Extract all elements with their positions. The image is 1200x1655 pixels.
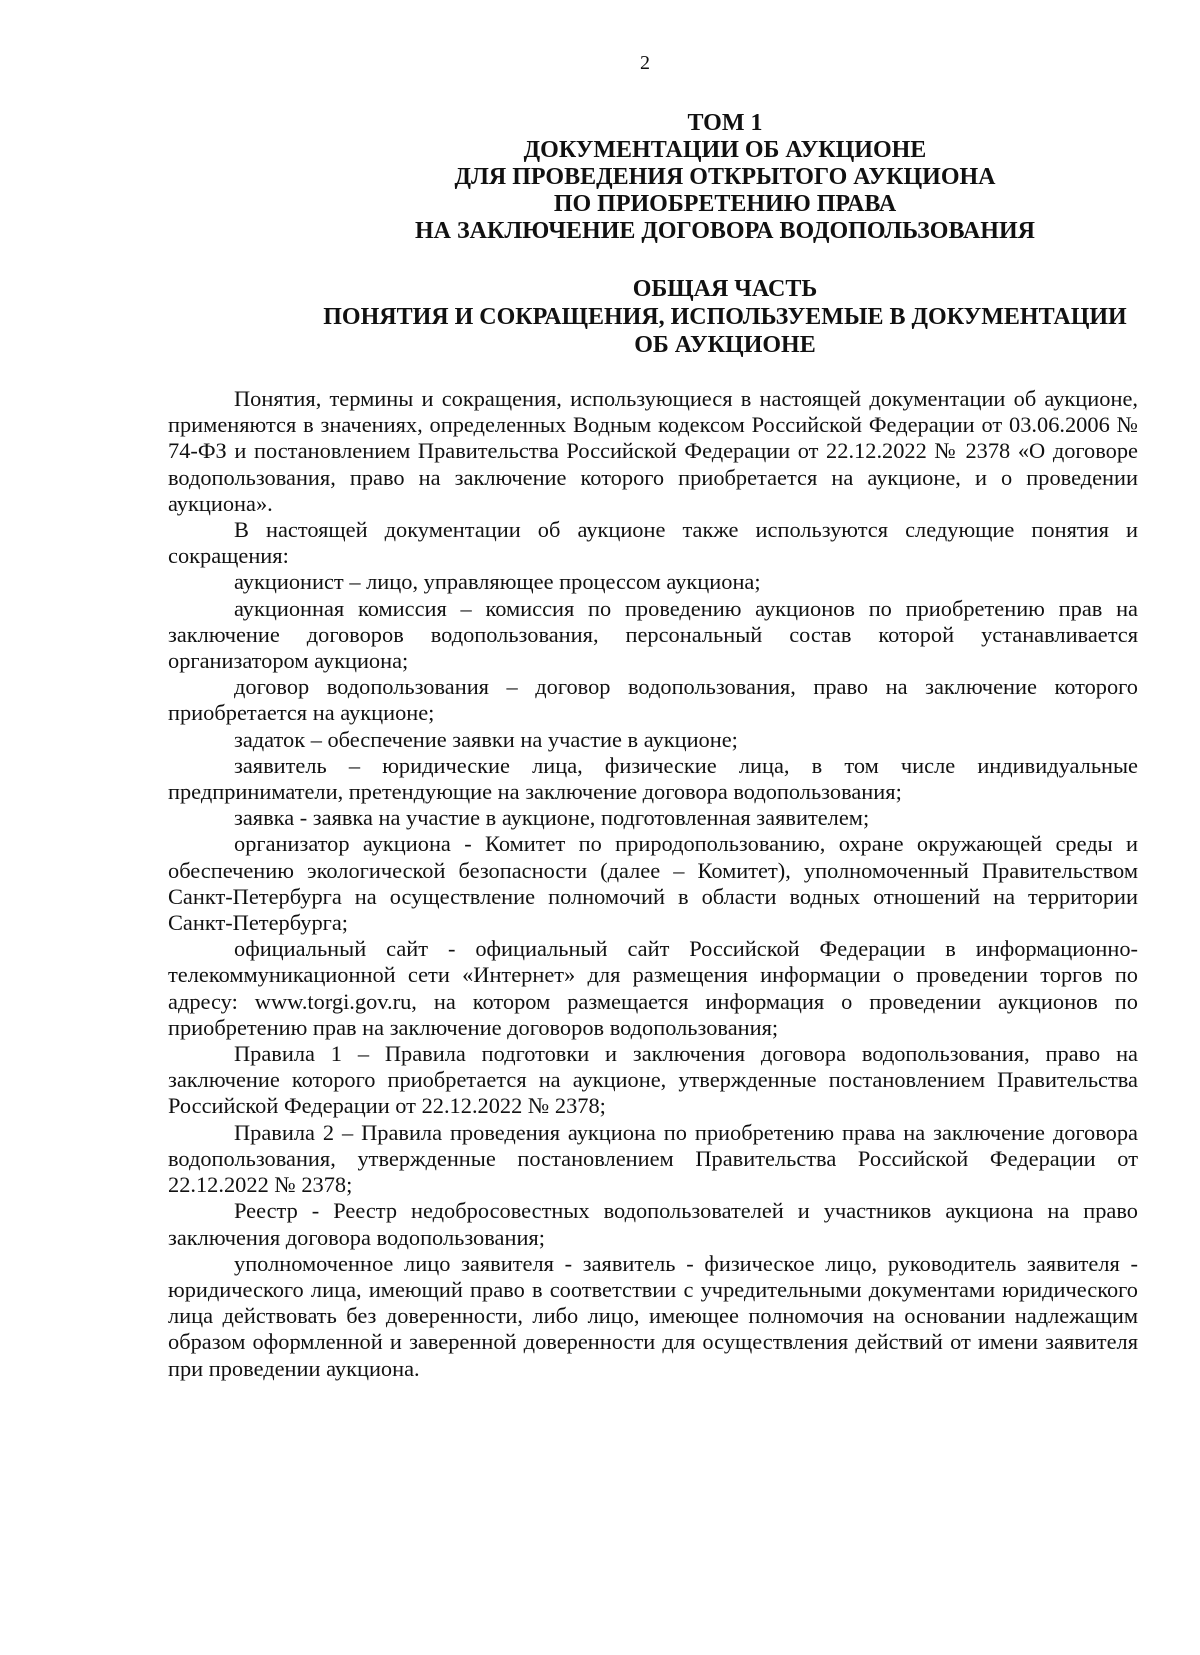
definition-rules-1: Правила 1 – Правила подготовки и заключения договора водопользования, право на заключение которого приобретается на аукционе, утвержденные постановлением Правительства Российской Федерации от 22.12.2022 № 2378; [168,1041,1138,1119]
section-line: ОБ АУКЦИОНЕ [634,332,816,358]
definition-auctioneer: аукционист – лицо, управляющее процессом аукциона; [234,569,761,595]
definition-authorized-person: уполномоченное лицо заявителя - заявитель - физическое лицо, руководитель заявителя - юридического лица, имеющий право в соответствии с учредительными документами юридического лица действовать без доверенности, либо лицо, имеющее полномочия на основании надлежащим образом оформленной и заверенной доверенности для осуществления действий от имени заявителя при проведении аукциона. [168,1250,1138,1381]
paragraph-intro: Понятия, термины и сокращения, использующиеся в настоящей документации об аукционе, применяются в значениях, определенных Водным кодексом Российской Федерации от 03.06.2006 № 74-ФЗ и постановлением Правительства Российской Федерации от 22.12.2022 № 2378 «О договоре водопользования, право на заключение которого приобретается на аукционе, и о проведении аукциона». [168,386,1138,516]
document-title [160,110,1200,245]
definition-auction-organizer: организатор аукциона - Комитет по природопользованию, охране окружающей среды и обеспечению экологической безопасности (далее – Комитет), уполномоченный Правительством Санкт-Петербурга на осуществление полномочий в области водных отношений на территории Санкт-Петербурга; [168,831,1138,936]
title-line: ПО ПРИОБРЕТЕНИЮ ПРАВА [553,191,897,217]
definition-applicant: заявитель – юридические лица, физические лица, в том числе индивидуальные предприниматели, претендующие на заключение договора водопользования; [168,752,1138,805]
page-number: 2 [640,52,650,74]
paragraph-terms-intro: В настоящей документации об аукционе также используются следующие понятия и сокращения: [168,517,1138,569]
document-body [168,386,1138,1382]
definition-rules-2: Правила 2 – Правила проведения аукциона по приобретению права на заключение договора водопользования, утвержденные постановлением Правительства Российской Федерации от 22.12.2022 № 2378; [168,1119,1138,1198]
section-heading [160,275,1200,359]
definition-water-use-contract: договор водопользования – договор водопользования, право на заключение которого приобретается на аукционе; [168,674,1138,726]
title-line: ТОМ 1 [687,110,763,136]
definition-official-site: официальный сайт - официальный сайт Российской Федерации в информационно-телекоммуникационной сети «Интернет» для размещения информации о проведении торгов по адресу: www.torgi.gov.ru, на котором размещается информация о проведении аукционов по приобретению прав на заключение договоров водопользования; [168,936,1138,1040]
title-line: ДОКУМЕНТАЦИИ ОБ АУКЦИОНЕ [523,137,927,163]
section-line: ОБЩАЯ ЧАСТЬ [632,276,818,302]
title-line: ДЛЯ ПРОВЕДЕНИЯ ОТКРЫТОГО АУКЦИОНА [454,164,996,190]
section-line: ПОНЯТИЯ И СОКРАЩЕНИЯ, ИСПОЛЬЗУЕМЫЕ В ДОКУМЕНТАЦИИ [323,304,1127,330]
definition-registry: Реестр - Реестр недобросовестных водопользователей и участников аукциона на право заключения договора водопользования; [168,1198,1138,1250]
definition-application: заявка - заявка на участие в аукционе, подготовленная заявителем; [234,805,870,831]
title-line: НА ЗАКЛЮЧЕНИЕ ДОГОВОРА ВОДОПОЛЬЗОВАНИЯ [415,218,1035,244]
definition-auction-commission: аукционная комиссия – комиссия по проведению аукционов по приобретению прав на заключение договоров водопользования, персональный состав которой устанавливается организатором аукциона; [168,595,1138,674]
definition-deposit: задаток – обеспечение заявки на участие в аукционе; [234,726,738,752]
